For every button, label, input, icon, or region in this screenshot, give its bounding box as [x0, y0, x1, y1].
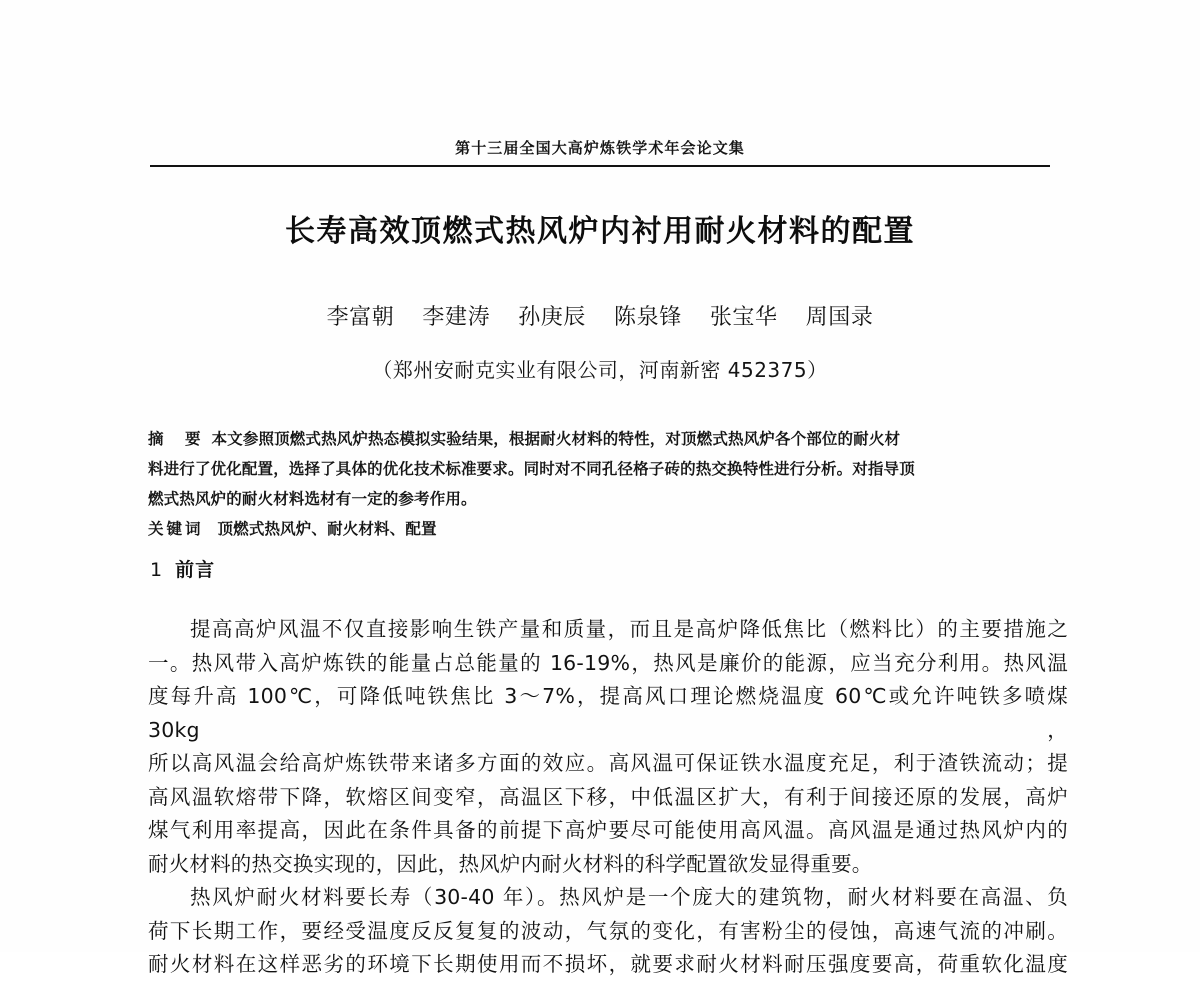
author-name: 李建涛 [422, 305, 491, 330]
paragraph-line: 提高高炉风温不仅直接影响生铁产量和质量，而且是高炉降低焦比（燃料比）的主要措施之 [190, 617, 1068, 641]
author-name: 李富朝 [326, 305, 395, 330]
abstract-text-line: 燃式热风炉的耐火材料选材有一定的参考作用。 [148, 490, 477, 508]
abstract-text-line: 本文参照顶燃式热风炉热态模拟实验结果，根据耐火材料的特性，对顶燃式热风炉各个部位的耐火材 [211, 430, 901, 448]
author-name: 陈泉锋 [614, 305, 682, 330]
author-list [150, 302, 1050, 334]
author-name: 周国录 [805, 305, 874, 330]
body-content [148, 613, 1068, 982]
running-header-title: 第十三届全国大高炉炼铁学术年会论文集 [455, 139, 745, 157]
section-number: 1 [150, 559, 164, 581]
header-divider-rule [150, 165, 1050, 167]
section-heading-1 [150, 556, 215, 584]
paragraph-line: 所以高风温会给高炉炼铁带来诸多方面的效应。高风温可保证铁水温度充足，利于渣铁流动；提 [148, 751, 1068, 775]
author-name: 孙庚辰 [518, 305, 586, 330]
author-name: 张宝华 [709, 305, 778, 330]
abstract-first-line [148, 424, 1068, 454]
abstract-text-line: 料进行了优化配置，选择了具体的优化技术标准要求。同时对不同孔径格子砖的热交换特性进行分析。对指导顶 [148, 460, 915, 478]
keywords-section [148, 514, 1068, 544]
running-header [150, 138, 1050, 167]
abstract-section [148, 424, 1068, 514]
page-title: 长寿高效顶燃式热风炉内衬用耐火材料的配置 [285, 214, 915, 249]
author-affiliation: （郑州安耐克实业有限公司，河南新密 452375） [372, 358, 828, 382]
paragraph-line: 耐火材料的热交换实现的，因此，热风炉内耐火材料的科学配置欲发显得重要。 [148, 851, 873, 876]
abstract-label: 摘 要 [148, 430, 204, 448]
paragraph-line: 度每升高 100℃，可降低吨铁焦比 3～7%，提高风口理论燃烧温度 60℃或允许吨铁多喷煤 30kg， [148, 684, 1068, 742]
paragraph-line: 热风炉耐火材料要长寿（30-40 年）。热风炉是一个庞大的建筑物，耐火材料要在高温、负 [190, 885, 1068, 909]
paragraph-line: 高风温软熔带下降，软熔区间变窄，高温区下移，中低温区扩大，有利于间接还原的发展，高炉 [148, 784, 1068, 809]
paragraph-line: 耐火材料在这样恶劣的环境下长期使用而不损坏，就要求耐火材料耐压强度要高，荷重软化温度 [148, 952, 1068, 976]
section-title: 前言 [175, 559, 216, 581]
keywords-line [148, 514, 1068, 544]
keywords-text: 顶燃式热风炉、耐火材料、配置 [217, 520, 437, 538]
paragraph-line: 荷下长期工作，要经受温度反反复复的波动，气氛的变化，有害粉尘的侵蚀，高速气流的冲刷。 [148, 918, 1068, 943]
keywords-label: 关键词 [148, 520, 204, 538]
paragraph-line: 煤气利用率提高，因此在条件具备的前提下高炉要尽可能使用高风温。高风温是通过热风炉内的 [148, 818, 1068, 842]
paragraph-line: 一。热风带入高炉炼铁的能量占总能量的 16-19%，热风是廉价的能源，应当充分利用。热风温 [148, 650, 1068, 675]
